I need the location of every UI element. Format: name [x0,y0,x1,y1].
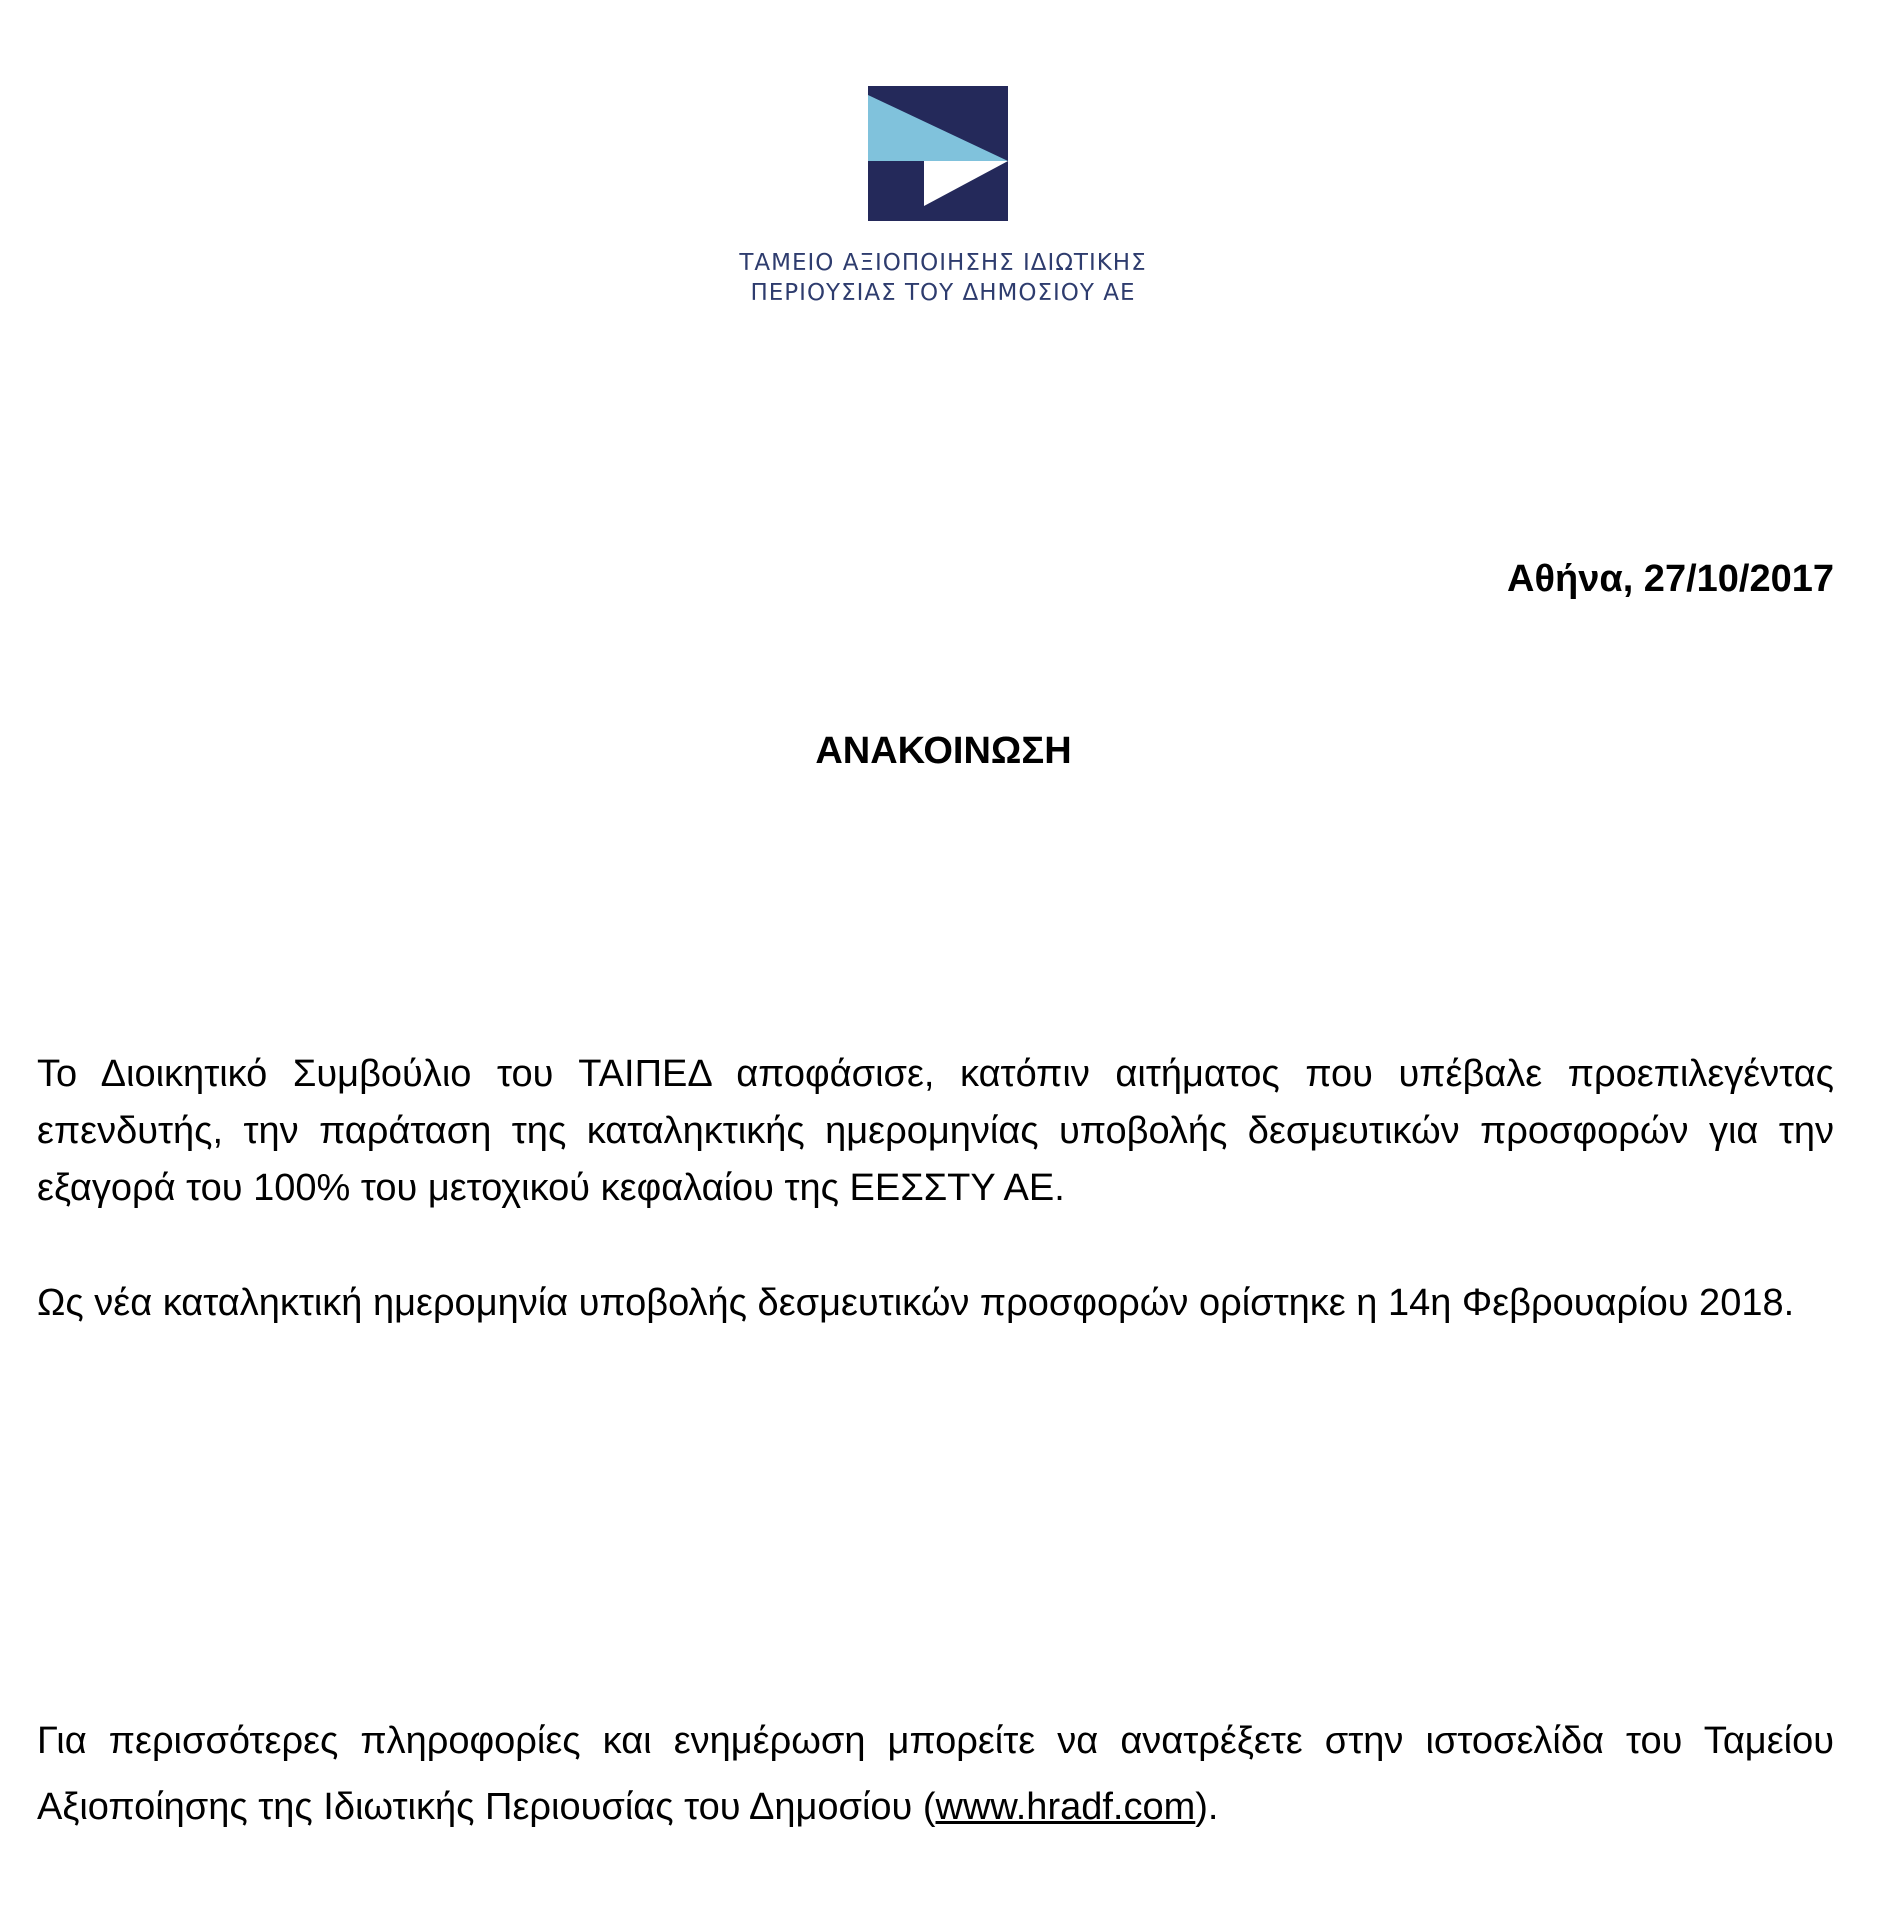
organization-name [593,248,1293,308]
body-paragraph-3 [37,1708,1834,1840]
organization-name-line1: ΤΑΜΕΙΟ ΑΞΙΟΠΟΙΗΣΗΣ ΙΔΙΩΤΙΚΗΣ [739,250,1147,276]
organization-name-line2: ΠΕΡΙΟΥΣΙΑΣ ΤΟΥ ΔΗΜΟΣΙΟΥ ΑΕ [750,280,1136,306]
body-paragraph-2: Ως νέα καταληκτική ημερομηνία υποβολής δεσμευτικών προσφορών ορίστηκε η 14η Φεβρουαρίου 2018. [37,1282,1795,1324]
hradf-logo-icon [868,86,1008,221]
body-paragraph-1: Το Διοικητικό Συμβούλιο του ΤΑΙΠΕΔ αποφάσισε, κατόπιν αιτήματος που υπέβαλε προεπιλεγέντας επενδυτής, την παράταση της καταληκτικής ημερομηνίας υποβολής δεσμευτικών προσφορών για την εξαγορά του 100% του μετοχικού κεφαλαίου της ΕΕΣΣΤΥ ΑΕ. [37,1053,1834,1209]
paragraph-3-closing: ). [1195,1786,1219,1828]
website-link[interactable]: www.hradf.com [935,1786,1196,1828]
document-date: Αθήνα, 27/10/2017 [1507,558,1834,600]
paragraph-3-text: Για περισσότερες πληροφορίες και ενημέρωση μπορείτε να ανατρέξετε στην ιστοσελίδα του Ταμείου Αξιοποίησης της Ιδιωτικής Περιουσίας του Δημοσίου ( [37,1720,1834,1828]
document-title: ΑΝΑΚΟΙΝΩΣΗ [815,730,1072,772]
